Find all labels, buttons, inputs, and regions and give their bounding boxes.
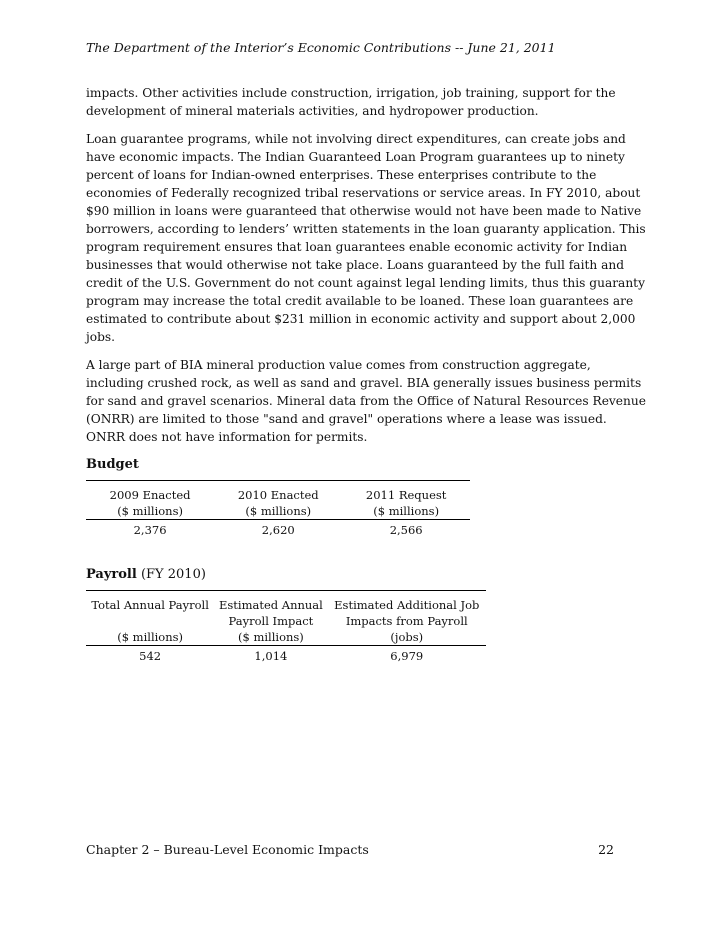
column-header: 2010 Enacted [214,481,342,504]
paragraph: impacts. Other activities include construction, irrigation, job training, support for the development of mineral materials activities, and hydropower production. [86,86,616,118]
page-content [86,84,646,664]
page-number: 22 [598,842,614,857]
column-header-line2 [86,613,214,629]
paragraph: A large part of BIA mineral production value comes from construction aggregate, including crushed rock, as well as sand and gravel. BIA generally issues business permits for sand and gravel scenarios. Mineral data from the Office of Natural Resources Revenue (ONRR) are limited to those "sand and gravel" operations where a lease was issued. ONRR does not have information for permits. [86,358,646,444]
running-header: The Department of the Interior’s Economic Contributions -- June 21, 2011 [86,40,556,55]
column-header: 2009 Enacted [86,481,214,504]
table-cell: 542 [139,649,162,663]
column-header: 2011 Request [342,481,470,504]
column-header-line2: Impacts from Payroll [345,614,468,628]
budget-table [86,480,470,538]
paragraph: Loan guarantee programs, while not involving direct expenditures, can create jobs and have economic impacts. The Indian Guaranteed Loan Program guarantees up to ninety percent of loans for Indian-owned enterprises. These enterprises contribute to the economies of Federally recognized tribal reservations or service areas. In FY 2010, about $90 million in loans were guaranteed that otherwise would not have been made to Native borrowers, according to lenders’ written statements in the loan guaranty application. This program requirement ensures that loan guarantees enable economic activity for Indian businesses that would otherwise not take place. Loans guaranteed by the full faith and credit of the U.S. Government do not count against legal lending limits, thus this guaranty program may increase the total credit available to be loaned. These loan guarantees are estimated to contribute about $231 million in economic activity and support about 2,000 jobs. [86,132,646,344]
table-cell: 2,620 [261,523,295,537]
payroll-table [86,590,486,664]
table-cell: 2,376 [133,523,167,537]
table-row [86,646,486,665]
payroll-heading [86,566,646,584]
table-cell: 1,014 [254,649,288,663]
column-unit: (jobs) [328,629,486,646]
column-unit: ($ millions) [342,503,470,520]
payroll-heading-title: Payroll [86,567,137,582]
column-unit: ($ millions) [214,503,342,520]
table-cell: 2,566 [389,523,423,537]
column-header: Total Annual Payroll [86,591,214,614]
column-header-line2: Payroll Impact [228,614,314,628]
table-cell: 6,979 [390,649,424,663]
column-unit: ($ millions) [86,503,214,520]
budget-heading: Budget [86,457,139,472]
column-header: Estimated Additional Job [328,591,486,614]
chapter-title: Chapter 2 – Bureau-Level Economic Impacts [86,842,369,857]
column-unit: ($ millions) [214,629,327,646]
page-footer [86,842,614,857]
payroll-heading-suffix: (FY 2010) [136,567,206,582]
column-unit: ($ millions) [86,629,214,646]
table-row [86,520,470,539]
column-header: Estimated Annual [214,591,327,614]
